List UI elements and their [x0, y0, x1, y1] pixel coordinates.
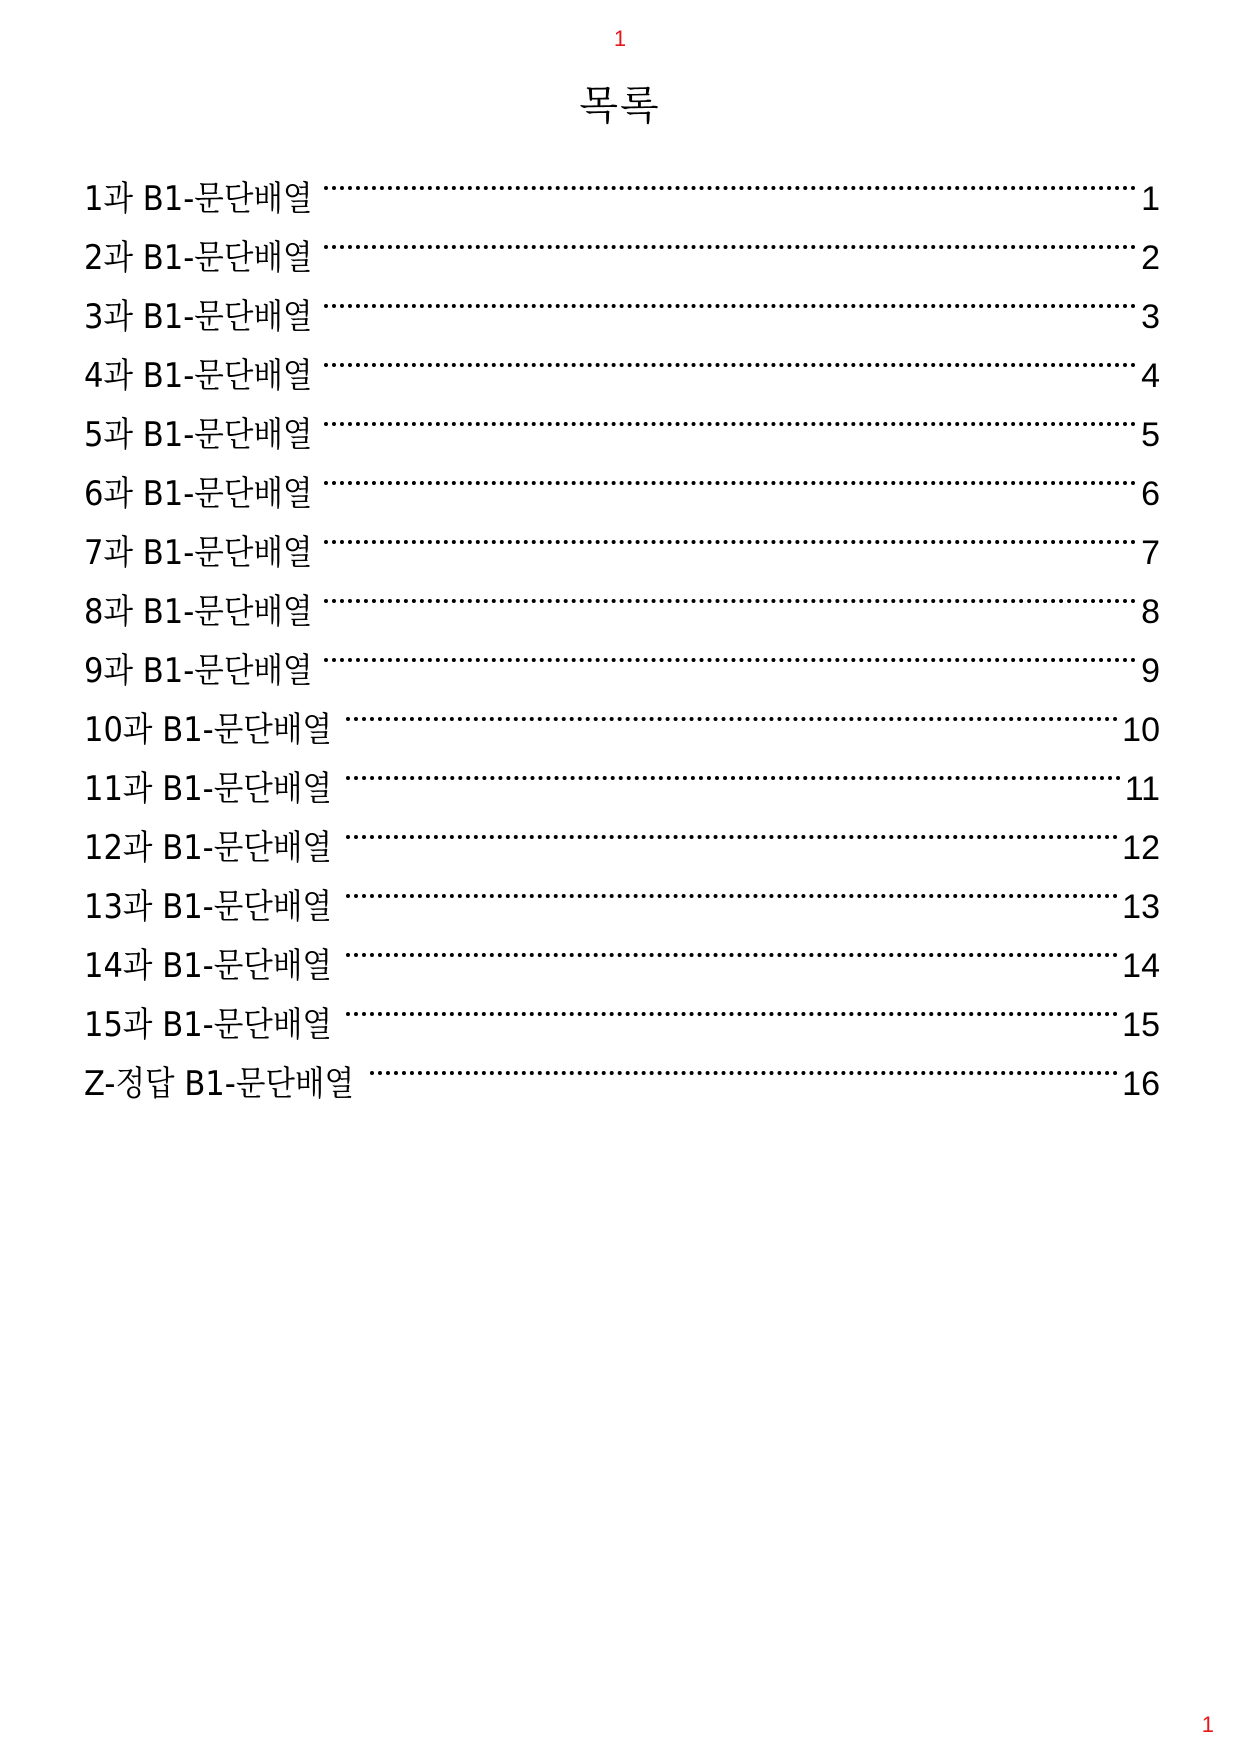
toc-entry-label: 10과 B1-문단배열: [84, 710, 332, 750]
toc-entry-label: 7과 B1-문단배열: [84, 533, 313, 573]
footer-page-number: 1: [1201, 1712, 1214, 1737]
toc-entry-label: 6과 B1-문단배열: [84, 474, 313, 514]
toc-entry-page: 13: [1122, 888, 1160, 926]
toc-entry[interactable]: [84, 347, 1160, 406]
toc-dot-leader: [324, 422, 1136, 426]
toc-entry-page: 6: [1141, 475, 1160, 513]
toc-entry-label: 9과 B1-문단배열: [84, 651, 313, 691]
toc-entry-page: 12: [1122, 829, 1160, 867]
table-of-contents: [84, 170, 1160, 1114]
toc-entry-page: 16: [1122, 1065, 1160, 1103]
toc-entry-page: 4: [1141, 357, 1160, 395]
toc-entry-page: 7: [1141, 534, 1160, 572]
toc-dot-leader: [370, 1071, 1118, 1075]
header-page-number: 1: [613, 26, 627, 51]
toc-dot-leader: [324, 658, 1136, 662]
toc-entry-page: 10: [1122, 711, 1160, 749]
toc-entry-page: 11: [1124, 770, 1160, 808]
toc-entry-page: 8: [1141, 593, 1160, 631]
toc-dot-leader: [324, 304, 1136, 308]
toc-dot-leader: [346, 835, 1119, 839]
toc-entry-page: 5: [1141, 416, 1160, 454]
toc-title: 목록: [579, 83, 661, 129]
toc-entry[interactable]: [84, 996, 1160, 1055]
toc-dot-leader: [324, 186, 1136, 190]
toc-entry[interactable]: [84, 642, 1160, 701]
toc-dot-leader: [324, 599, 1136, 603]
toc-entry[interactable]: [84, 288, 1160, 347]
toc-entry-label: 13과 B1-문단배열: [84, 887, 332, 927]
toc-entry[interactable]: [84, 229, 1160, 288]
toc-entry[interactable]: [84, 583, 1160, 642]
toc-entry[interactable]: [84, 937, 1160, 996]
toc-entry[interactable]: [84, 1055, 1160, 1114]
toc-entry[interactable]: [84, 406, 1160, 465]
toc-entry-page: 14: [1122, 947, 1160, 985]
toc-entry-label: 1과 B1-문단배열: [84, 179, 313, 219]
toc-entry-label: 14과 B1-문단배열: [84, 946, 332, 986]
toc-dot-leader: [346, 1012, 1119, 1016]
toc-entry-label: 11과 B1-문단배열: [84, 769, 332, 809]
toc-entry-page: 1: [1141, 180, 1160, 218]
toc-entry-label: 3과 B1-문단배열: [84, 297, 313, 337]
toc-entry-page: 2: [1141, 239, 1160, 277]
toc-entry[interactable]: [84, 524, 1160, 583]
toc-entry-page: 3: [1141, 298, 1160, 336]
toc-dot-leader: [324, 540, 1136, 544]
toc-entry[interactable]: [84, 170, 1160, 229]
toc-entry-label: 2과 B1-문단배열: [84, 238, 313, 278]
toc-entry[interactable]: [84, 465, 1160, 524]
toc-entry-label: 12과 B1-문단배열: [84, 828, 332, 868]
toc-dot-leader: [324, 363, 1136, 367]
toc-entry-label: 4과 B1-문단배열: [84, 356, 313, 396]
toc-entry[interactable]: [84, 760, 1160, 819]
toc-dot-leader: [324, 245, 1136, 249]
toc-entry-page: 15: [1122, 1006, 1160, 1044]
toc-entry-label: Z-정답 B1-문단배열: [84, 1064, 355, 1104]
toc-entry[interactable]: [84, 878, 1160, 937]
toc-entry-label: 15과 B1-문단배열: [84, 1005, 332, 1045]
toc-entry-label: 8과 B1-문단배열: [84, 592, 313, 632]
toc-entry[interactable]: [84, 819, 1160, 878]
toc-dot-leader: [346, 717, 1119, 721]
toc-dot-leader: [346, 953, 1119, 957]
toc-dot-leader: [346, 776, 1121, 780]
toc-dot-leader: [324, 481, 1136, 485]
toc-entry-label: 5과 B1-문단배열: [84, 415, 313, 455]
toc-entry[interactable]: [84, 701, 1160, 760]
toc-dot-leader: [346, 894, 1119, 898]
toc-entry-page: 9: [1141, 652, 1160, 690]
